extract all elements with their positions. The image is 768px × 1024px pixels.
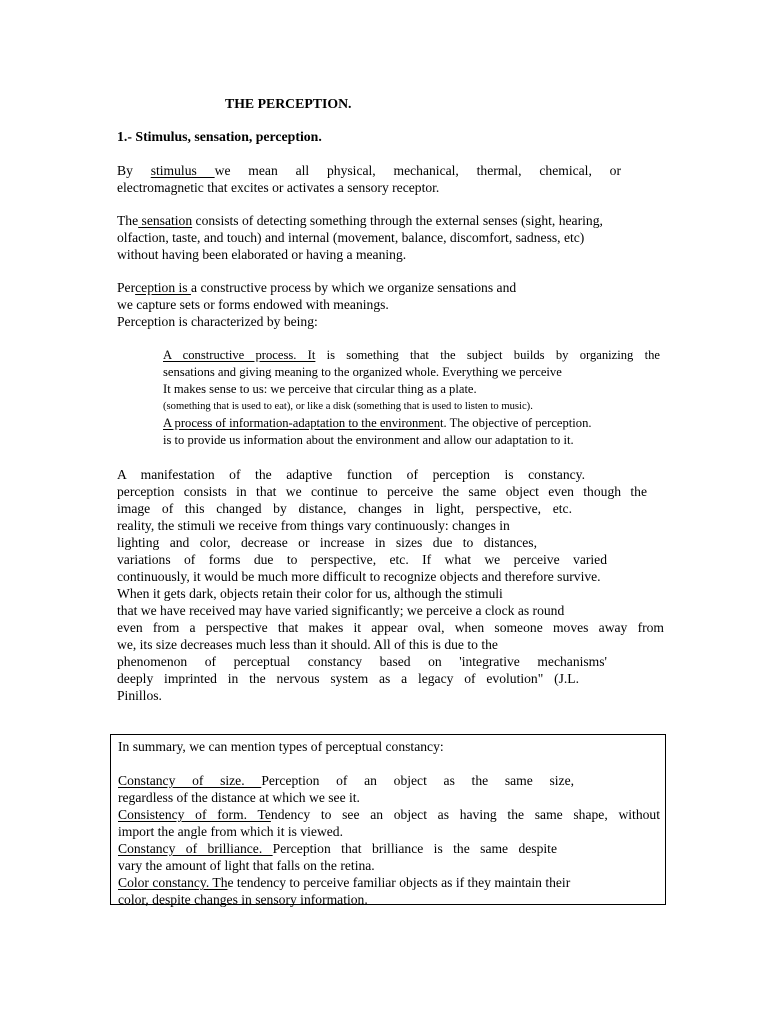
- perception-line-1: [117, 279, 597, 296]
- sensation-line-3: without having been elaborated or having a meaning.: [117, 247, 407, 262]
- sensation-paragraph: [117, 212, 677, 263]
- form-consistency-line-1: [118, 806, 660, 823]
- perception-term: ception is: [135, 280, 192, 295]
- stimulus-line-1: [117, 162, 621, 179]
- sensation-line-1: [117, 212, 677, 229]
- document-title: THE PERCEPTION.: [225, 96, 352, 111]
- stimulus-term: stimulus: [150, 163, 215, 178]
- brilliance-constancy-term: Constancy of brilliance.: [118, 841, 273, 856]
- constancy-line: lighting and color, decrease or increase in sizes due to distances,: [117, 535, 537, 550]
- adaptation-term: A process of information-adaptation to the environmen: [163, 416, 440, 430]
- adaptation-line-1: [163, 415, 663, 432]
- brilliance-constancy-line-1: [118, 840, 557, 857]
- constancy-line: continuously, it would be much more difficult to recognize objects and therefore survive.: [117, 569, 601, 584]
- summary-spacer: [118, 755, 660, 772]
- constructive-line-1: [163, 347, 660, 364]
- adaptation-line-2: is to provide us information about the environment and allow our adaptation to it.: [163, 433, 574, 447]
- constructive-term: A constructive process. It: [163, 348, 316, 362]
- constructive-line-3: It makes sense to us: we perceive that circular thing as a plate.: [163, 382, 477, 396]
- constructive-line-2: sensations and giving meaning to the organized whole. Everything we perceive: [163, 365, 562, 379]
- stimulus-prefix: By: [117, 163, 151, 178]
- perception-prefix: Per: [117, 280, 136, 295]
- constancy-line: variations of forms due to perspective, etc. If what we perceive varied: [117, 552, 607, 567]
- stimulus-paragraph: [117, 162, 621, 196]
- perception-line-1-text: a constructive process by which we organize sensations and: [191, 280, 517, 295]
- sensation-prefix: The: [117, 213, 139, 228]
- constancy-line: When it gets dark, objects retain their color for us, although the stimuli: [117, 586, 503, 601]
- brilliance-constancy-line-1-text: Perception that brilliance is the same despite: [272, 841, 557, 856]
- sensation-line-2: olfaction, taste, and touch) and internal (movement, balance, discomfort, sadness, etc): [117, 230, 585, 245]
- color-constancy-line-1-text: e tendency to perceive familiar objects as if they maintain their: [227, 875, 571, 890]
- constancy-line: that we have received may have varied significantly; we perceive a clock as round: [117, 603, 565, 618]
- constancy-line: A manifestation of the adaptive function of perception is constancy.: [117, 467, 585, 482]
- size-constancy-line-1: [118, 772, 574, 789]
- constancy-paragraph: [117, 466, 676, 704]
- form-consistency-line-2: import the angle from which it is viewed.: [118, 824, 344, 839]
- constancy-line: perception consists in that we continue to perceive the same object even though the: [117, 484, 647, 499]
- constructive-line-1-text: is something that the subject builds by organizing the: [315, 348, 660, 362]
- size-constancy-term: Constancy of size.: [118, 773, 262, 788]
- stimulus-line-2: electromagnetic that excites or activates a sensory receptor.: [117, 180, 440, 195]
- summary-box-content: [118, 738, 660, 908]
- constancy-line: Pinillos.: [117, 688, 162, 703]
- summary-intro: In summary, we can mention types of perceptual constancy:: [118, 739, 444, 754]
- size-constancy-line-2: regardless of the distance at which we see it.: [118, 790, 360, 805]
- summary-box: [110, 734, 666, 905]
- constructive-line-4: (something that is used to eat), or like a disk (something that is used to listen to music).: [163, 401, 533, 412]
- perception-paragraph: [117, 279, 597, 330]
- brilliance-constancy-line-2: vary the amount of light that falls on the retina.: [118, 858, 375, 873]
- constructive-process-item: [163, 347, 660, 415]
- color-constancy-term: Color constancy. Th: [118, 875, 228, 890]
- constancy-line: we, its size decreases much less than it should. All of this is due to the: [117, 637, 498, 652]
- section-heading: 1.- Stimulus, sensation, perception.: [117, 129, 322, 144]
- constancy-line: phenomenon of perceptual constancy based on 'integrative mechanisms': [117, 654, 607, 669]
- color-constancy-line-1: [118, 874, 660, 891]
- constancy-line: image of this changed by distance, changes in light, perspective, etc.: [117, 501, 572, 516]
- adaptation-line-1-text: t. The objective of perception.: [440, 416, 592, 430]
- perception-line-2: we capture sets or forms endowed with meanings.: [117, 297, 389, 312]
- constancy-line: even from a perspective that makes it appear oval, when someone moves away from: [117, 620, 664, 635]
- constancy-line: deeply imprinted in the nervous system as a legacy of evolution" (J.L.: [117, 671, 579, 686]
- form-consistency-line-1-text: ndency to see an object as having the same shape, without: [270, 807, 660, 822]
- perception-line-3: Perception is characterized by being:: [117, 314, 318, 329]
- sensation-term: sensation: [138, 213, 193, 228]
- size-constancy-line-1-text: Perception of an object as the same size,: [261, 773, 574, 788]
- color-constancy-line-2: color, despite changes in sensory information.: [118, 892, 368, 907]
- adaptation-process-item: [163, 415, 663, 449]
- stimulus-line-1-text: we mean all physical, mechanical, thermal, chemical, or: [214, 163, 621, 178]
- form-consistency-term: Consistency of form. Te: [118, 807, 271, 822]
- constancy-line: reality, the stimuli we receive from things vary continuously: changes in: [117, 518, 510, 533]
- sensation-line-1-text: consists of detecting something through the external senses (sight, hearing,: [192, 213, 603, 228]
